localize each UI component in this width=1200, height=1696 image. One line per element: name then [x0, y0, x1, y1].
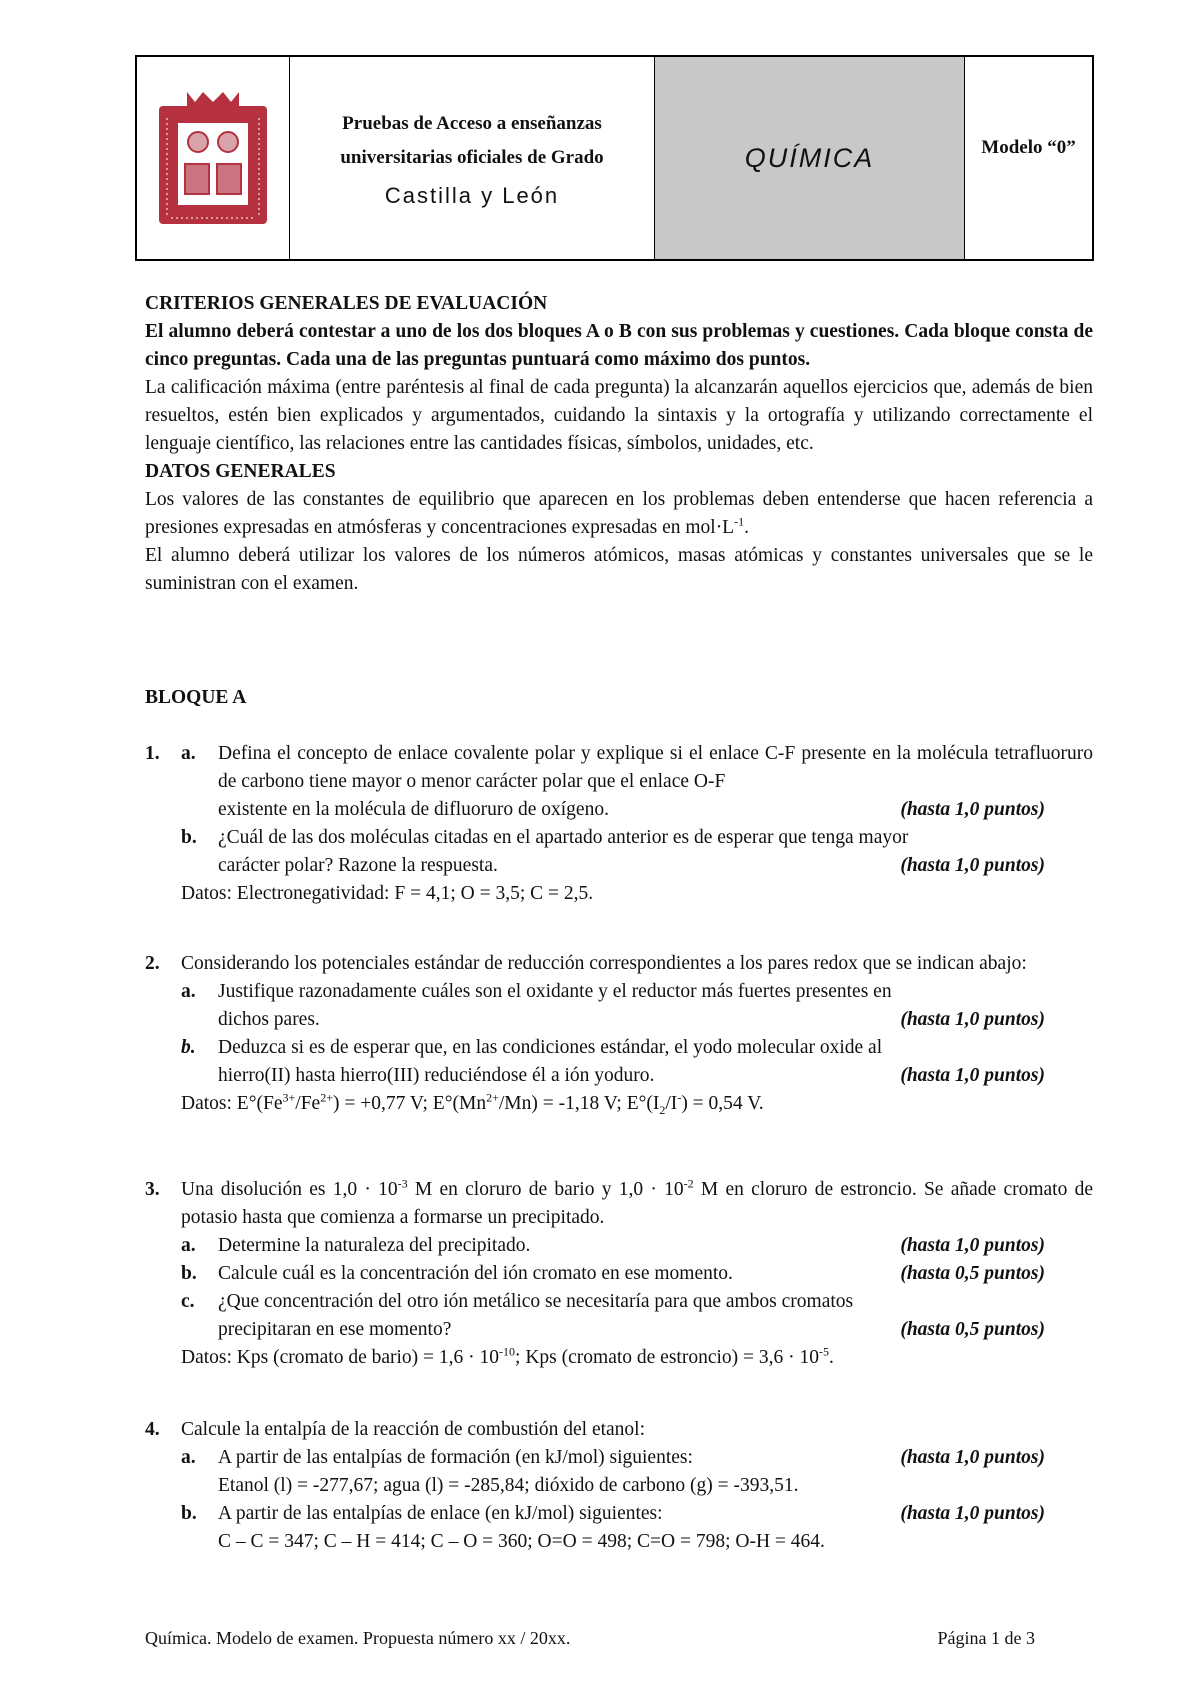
institution-line1: Pruebas de Acceso a enseñanzas	[342, 113, 602, 134]
points-label: (hasta 1,0 puntos)	[900, 1235, 1045, 1256]
general-data-heading: DATOS GENERALES	[145, 461, 336, 482]
criteria-bold-text: El alumno deberá contestar a uno de los dos bloques A o B con sus problemas y cuestiones. Cada bloque consta de cinco preguntas. Cada una de las preguntas puntuará como máximo dos puntos.	[145, 321, 1093, 370]
question-number: 4.	[145, 1419, 160, 1440]
q3-c-text: ¿Que concentración del otro ión metálico se necesitaría para que ambos cromatos	[218, 1291, 854, 1312]
footer-left: Química. Modelo de examen. Propuesta número xx / 20xx.	[145, 1628, 571, 1648]
q2-b-text: Deduzca si es de esperar que, en las condiciones estándar, el yodo molecular oxide al	[218, 1037, 883, 1058]
points-label: (hasta 1,0 puntos)	[900, 1447, 1045, 1468]
subject-cell	[655, 57, 965, 259]
q3-intro	[181, 1176, 1093, 1232]
question-number: 1.	[145, 743, 160, 764]
q2-a-text: Justifique razonadamente cuáles son el oxidante y el reductor más fuertes presentes en	[218, 981, 892, 1002]
general-data-text1-sup: -1	[734, 514, 745, 529]
text-fragment: Datos: Kps (cromato de bario) = 1,6 · 10	[181, 1347, 500, 1368]
part-label: b.	[181, 1037, 196, 1058]
q2-intro: Considerando los potenciales estándar de reducción correspondientes a los pares redox que se indican abajo:	[181, 953, 1027, 974]
text-fragment: -3	[397, 1176, 408, 1191]
part-label: a.	[181, 1235, 196, 1256]
points-label: (hasta 1,0 puntos)	[900, 1009, 1045, 1030]
logo-cell	[137, 57, 290, 259]
q4-part-a	[181, 1444, 1093, 1500]
text-fragment: -10	[499, 1344, 516, 1359]
q3-part-b	[181, 1260, 1093, 1288]
question-number: 3.	[145, 1179, 160, 1200]
q3-b-text: Calcule cuál es la concentración del ión cromato en ese momento.	[218, 1263, 733, 1284]
region-name: Castilla y León	[384, 183, 560, 208]
criteria-section	[145, 290, 1093, 598]
q3-part-c	[181, 1288, 1093, 1344]
q4-a-data: Etanol (l) = -277,67; agua (l) = -285,84; dióxido de carbono (g) = -393,51.	[218, 1475, 799, 1496]
text-fragment: 2+	[320, 1090, 333, 1105]
q3-part-a	[181, 1232, 1093, 1260]
points-label: (hasta 1,0 puntos)	[900, 855, 1045, 876]
q1-a-text: Defina el concepto de enlace covalente polar y explique si el enlace C-F presente en la molécula tetrafluoruro de carbono tiene mayor o menor carácter polar que el enlace O-F	[218, 743, 1093, 792]
points-label: (hasta 1,0 puntos)	[900, 1065, 1045, 1086]
q1-part-a	[181, 740, 1093, 824]
q2-b-text-end: hierro(II) hasta hierro(III) reduciéndose él a ión yoduro.	[218, 1065, 655, 1086]
question-2	[145, 950, 1093, 1118]
points-label: (hasta 1,0 puntos)	[900, 799, 1045, 820]
text-fragment: -	[677, 1090, 682, 1105]
q1-b-text-end: carácter polar? Razone la respuesta.	[218, 855, 498, 876]
text-fragment: 3+	[282, 1090, 296, 1105]
q4-a-text: A partir de las entalpías de formación (en kJ/mol) siguientes:	[218, 1447, 693, 1468]
q2-data	[181, 1090, 1093, 1118]
criteria-text: La calificación máxima (entre paréntesis al final de cada pregunta) la alcanzarán aquellos ejercicios que, además de bien resueltos, estén bien explicados y argumentados, cuidando la sintaxis y la ortografía y utilizando correctamente el lenguaje científico, las relaciones entre las cantidades físicas, símbolos, unidades, etc.	[145, 377, 1093, 454]
general-data-text1	[145, 486, 1093, 542]
text-fragment: 2+	[486, 1090, 499, 1105]
points-label: (hasta 0,5 puntos)	[900, 1263, 1045, 1284]
q2-part-b	[181, 1034, 1093, 1090]
points-label: (hasta 1,0 puntos)	[900, 1503, 1045, 1524]
q4-b-data: C – C = 347; C – H = 414; C – O = 360; O=O = 498; C=O = 798; O-H = 464.	[218, 1531, 825, 1552]
block-a-heading: BLOQUE A	[145, 687, 247, 708]
general-data-text2: El alumno deberá utilizar los valores de los números atómicos, masas atómicas y constantes universales que se le suministran con el examen.	[145, 545, 1093, 594]
part-label: b.	[181, 1503, 197, 1524]
part-label: a.	[181, 1447, 196, 1468]
question-4	[145, 1416, 1093, 1556]
institution-cell	[290, 57, 655, 259]
q4-intro: Calcule la entalpía de la reacción de combustión del etanol:	[181, 1419, 646, 1440]
general-data-text1-end: .	[744, 517, 749, 538]
q3-data	[181, 1344, 1093, 1372]
q4-part-b	[181, 1500, 1093, 1556]
subject-title: QUÍMICA	[744, 142, 875, 173]
text-fragment: Una disolución es 1,0 · 10	[181, 1179, 398, 1200]
text-fragment: ) = 0,54 V.	[681, 1093, 764, 1114]
text-fragment: 2	[659, 1102, 666, 1117]
q1-b-text: ¿Cuál de las dos moléculas citadas en el apartado anterior es de esperar que tenga mayor	[218, 827, 909, 848]
q4-b-text: A partir de las entalpías de enlace (en kJ/mol) siguientes:	[218, 1503, 663, 1524]
model-label: Modelo “0”	[981, 137, 1076, 158]
question-number: 2.	[145, 953, 160, 974]
question-1	[145, 740, 1093, 908]
q3-a-text: Determine la naturaleza del precipitado.	[218, 1235, 531, 1256]
text-fragment: -2	[683, 1176, 694, 1191]
text-fragment: /Mn) = -1,18 V; E°(I	[498, 1093, 660, 1114]
institution-line2: universitarias oficiales de Grado	[340, 147, 604, 168]
q1-a-text-end: existente en la molécula de difluoruro de oxígeno.	[218, 799, 609, 820]
university-seal-logo	[157, 88, 269, 228]
text-fragment: M en cloruro de estroncio. Se añade cromato de potasio hasta que comienza a formarse un precipitado.	[181, 1179, 1093, 1228]
text-fragment: ) = +0,77 V; E°(Mn	[332, 1093, 487, 1114]
model-cell	[965, 57, 1092, 259]
q1-data: Datos: Electronegatividad: F = 4,1; O = 3,5; C = 2,5.	[181, 883, 594, 904]
text-fragment: .	[829, 1347, 834, 1368]
text-fragment: /I	[665, 1093, 678, 1114]
part-label: a.	[181, 981, 196, 1002]
header-table	[135, 55, 1094, 261]
q1-part-b	[181, 824, 1093, 880]
general-data-text1-main: Los valores de las constantes de equilibrio que aparecen en los problemas deben entenderse que hacen referencia a presiones expresadas en atmósferas y concentraciones expresadas en mol·L	[145, 489, 1093, 538]
part-label: b.	[181, 827, 197, 848]
points-label: (hasta 0,5 puntos)	[900, 1319, 1045, 1340]
text-fragment: M en cloruro de bario y 1,0 · 10	[407, 1179, 684, 1200]
page-footer	[145, 1628, 1035, 1649]
page-number: Página 1 de 3	[937, 1628, 1035, 1648]
text-fragment: Datos: E°(Fe	[181, 1093, 283, 1114]
text-fragment: /Fe	[295, 1093, 321, 1114]
question-3	[145, 1176, 1093, 1372]
text-fragment: -5	[819, 1344, 830, 1359]
text-fragment: ; Kps (cromato de estroncio) = 3,6 · 10	[515, 1347, 820, 1368]
part-label: b.	[181, 1263, 197, 1284]
part-label: a.	[181, 743, 196, 764]
criteria-heading: CRITERIOS GENERALES DE EVALUACIÓN	[145, 293, 548, 314]
q2-a-text-end: dichos pares.	[218, 1009, 320, 1030]
q2-part-a	[181, 978, 1093, 1034]
q3-c-text-end: precipitaran en ese momento?	[218, 1319, 452, 1340]
part-label: c.	[181, 1291, 195, 1312]
